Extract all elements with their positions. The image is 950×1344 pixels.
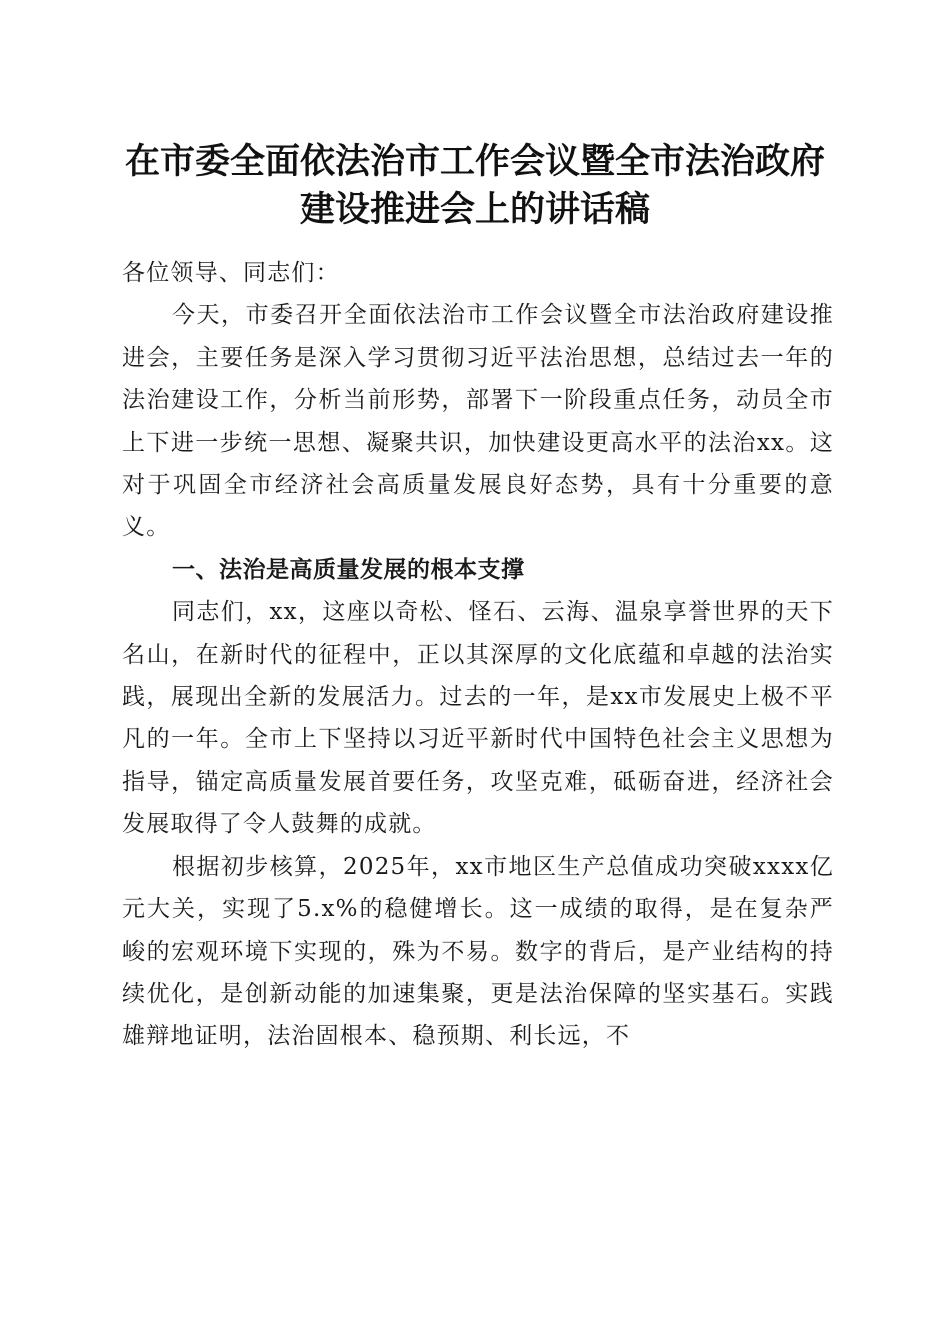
document-title — [100, 138, 850, 234]
salutation: 各位领导、同志们： — [122, 260, 340, 286]
paragraph-achievements: 同志们，xx，这座以奇松、怪石、云海、温泉享誉世界的天下名山，在新时代的征程中，正以其深厚的文化底蕴和卓越的法治实践，展现出全新的发展活力。过去的一年，是xx市发展史上极不平凡的一年。全市上下坚持以习近平新时代中国特色社会主义思想为指导，锚定高质量发展首要任务，攻坚克难，砥砺奋进，经济社会发展取得了令人鼓舞的成就。 — [122, 599, 834, 838]
paragraph-gdp: 根据初步核算，2025年，xx市地区生产总值成功突破xxxx亿元大关，实现了5.x%的稳健增长。这一成绩的取得，是在复杂严峻的宏观环境下实现的，殊为不易。数字的背后，是产业结构的持续优化，是创新动能的加速集聚，更是法治保障的坚实基石。实践雄辩地证明，法治固根本、稳预期、利长远，不 — [122, 853, 834, 1050]
title-line-1: 在市委全面依法治市工作会议暨全市法治政府 — [124, 141, 825, 182]
title-line-2: 建设推进会上的讲话稿 — [299, 189, 650, 230]
section-heading-1: 一、法治是高质量发展的根本支撑 — [172, 556, 525, 583]
paragraph-intro: 今天，市委召开全面依法治市工作会议暨全市法治政府建设推进会，主要任务是深入学习贯彻习近平法治思想，总结过去一年的法治建设工作，分析当前形势，部署下一阶段重点任务，动员全市上下进一步统一思想、凝聚共识，加快建设更高水平的法治xx。这对于巩固全市经济社会高质量发展良好态势，具有十分重要的意义。 — [122, 302, 834, 541]
document-body — [122, 252, 834, 1058]
